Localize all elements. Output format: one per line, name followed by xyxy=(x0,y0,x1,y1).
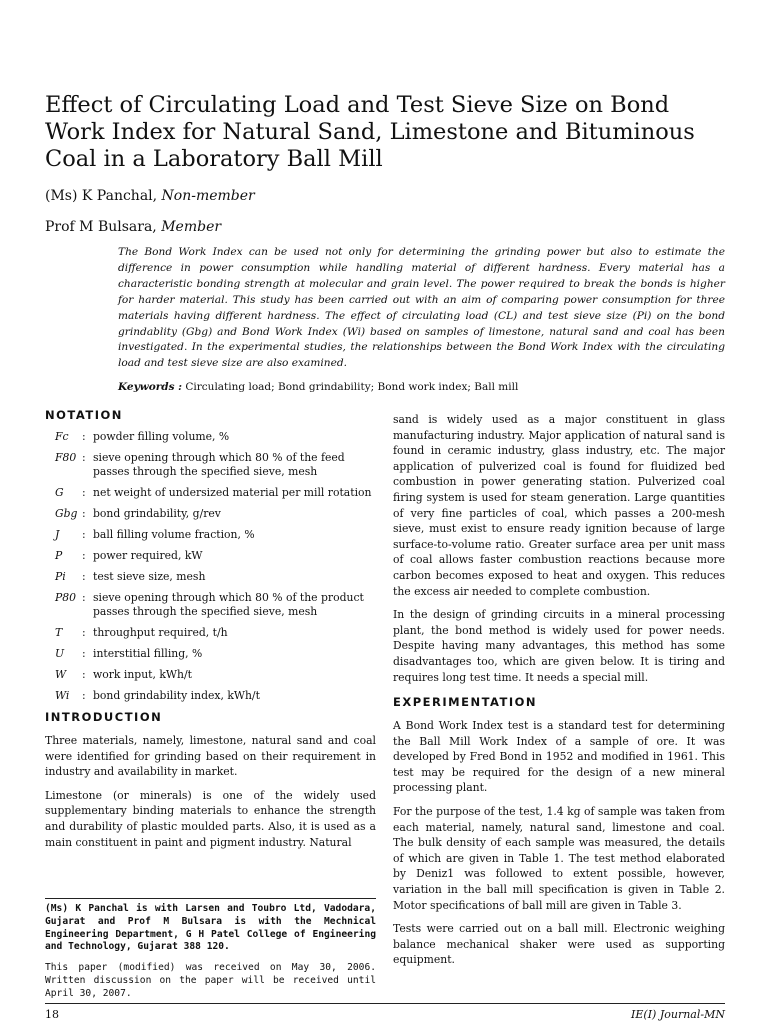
notation-symbol: P xyxy=(55,549,63,562)
notation-symbol: U xyxy=(55,647,65,660)
notation-definition: throughput required, t/h xyxy=(93,626,228,639)
keywords-label: Keywords : xyxy=(118,381,183,393)
notation-heading: NOTATION xyxy=(45,408,123,422)
notation-symbol: P80 xyxy=(55,591,77,604)
notation-symbol: Fc xyxy=(55,430,69,443)
notation-colon: : xyxy=(82,451,86,464)
paper-title: Effect of Circulating Load and Test Sieve Size on Bond Work Index for Natural Sand, Limestone and Bituminous Coal in a Laboratory Ball Mill xyxy=(45,92,695,172)
notation-definition: sieve opening through which 80 % of the product passes through the specified sieve, mesh xyxy=(93,591,364,618)
body-paragraph-2: In the design of grinding circuits in a mineral processing plant, the bond method is widely used for power needs. Despite having many advantages, this method has some disadvantages too, which are given below. It is tiring and requires long test time. It needs a special mill. xyxy=(393,608,725,684)
notation-item xyxy=(45,689,376,703)
notation-colon: : xyxy=(82,486,86,499)
notation-definition: work input, kWh/t xyxy=(93,668,192,681)
intro-paragraph-1: Three materials, namely, limestone, natural sand and coal were identified for grinding based on their requirement in industry and availability in market. xyxy=(45,734,376,779)
footnote xyxy=(45,898,376,1001)
notation-colon: : xyxy=(82,626,86,639)
introduction-heading: INTRODUCTION xyxy=(45,710,163,724)
notation-symbol: J xyxy=(55,528,60,541)
notation-symbol: Wi xyxy=(55,689,70,702)
notation-definition: ball filling volume fraction, % xyxy=(93,528,255,541)
keywords xyxy=(118,381,725,393)
author-name: Prof M Bulsara, xyxy=(45,219,162,235)
journal-name: IE(I) Journal-MN xyxy=(631,1008,725,1021)
notation-symbol: W xyxy=(55,668,67,681)
notation-symbol: G xyxy=(55,486,64,499)
keywords-text: Circulating load; Bond grindability; Bond work index; Ball mill xyxy=(182,381,519,393)
notation-item xyxy=(45,591,376,619)
notation-colon: : xyxy=(82,430,86,443)
notation-colon: : xyxy=(82,528,86,541)
notation-definition: net weight of undersized material per mill rotation xyxy=(93,486,372,499)
right-column xyxy=(393,412,725,968)
notation-symbol: Pi xyxy=(55,570,66,583)
notation-definition: bond grindability, g/rev xyxy=(93,507,221,520)
notation-definition: interstitial filling, % xyxy=(93,647,203,660)
notation-item xyxy=(45,451,376,479)
intro-paragraph-2: Limestone (or minerals) is one of the widely used supplementary binding materials to enhance the strength and durability of plastic moulded parts. Also, it is used as a main constituent in paint and pigment industry. Natural xyxy=(45,788,376,849)
author-1 xyxy=(45,188,255,204)
notation-item xyxy=(45,486,376,500)
notation-colon: : xyxy=(82,570,86,583)
notation-colon: : xyxy=(82,591,86,604)
body-paragraph-4: For the purpose of the test, 1.4 kg of sample was taken from each material, namely, natural sand, limestone and coal. The bulk density of each sample was measured, the details of which are given in Table 1. The test method elaborated by Deniz1 was followed to extent possible, however, variation in the ball mill specification is given in Table 2. Motor specifications of ball mill are given in Table 3. xyxy=(393,805,725,912)
notation-symbol: Gbg xyxy=(55,507,78,520)
author-name: (Ms) K Panchal, xyxy=(45,188,162,204)
notation-definition: test sieve size, mesh xyxy=(93,570,206,583)
notation-colon: : xyxy=(82,689,86,702)
author-role: Non-member xyxy=(161,188,255,204)
body-paragraph-3: A Bond Work Index test is a standard test for determining the Ball Mill Work Index of a sample of ore. It was developed by Fred Bond in 1952 and modified in 1961. This test may be required for the design of a new mineral processing plant. xyxy=(393,719,725,795)
notation-definition: power required, kW xyxy=(93,549,203,562)
notation-symbol: F80 xyxy=(55,451,77,464)
left-column xyxy=(45,408,376,850)
abstract: The Bond Work Index can be used not only for determining the grinding power but also to estimate the difference in power consumption while handling material of different hardness. Every material has a characteristic bonding strength at molecular and grain level. The power required to break the bonds is higher for harder material. This study has been carried out with an aim of comparing power consumption for three materials having different hardness. The effect of circulating load (CL) and test sieve size (Pi) on the bond grindablity (Gbg) and Bond Work Index (Wi) based on samples of limestone, natural sand and coal has been investigated. In the experimental studies, the relationships between the Bond Work Index with the circulating load and test sieve size are also examined. xyxy=(118,246,725,370)
notation-item xyxy=(45,549,376,563)
body-paragraph-5: Tests were carried out on a ball mill. Electronic weighing balance mechanical shaker were used as supporting equipment. xyxy=(393,922,725,967)
notation-item xyxy=(45,647,376,661)
page-number: 18 xyxy=(45,1008,59,1021)
notation-item xyxy=(45,430,376,444)
notation-colon: : xyxy=(82,647,86,660)
notation-symbol: T xyxy=(55,626,63,639)
notation-item xyxy=(45,668,376,682)
notation-definition: powder filling volume, % xyxy=(93,430,230,443)
author-affiliation-note: (Ms) K Panchal is with Larsen and Toubro Ltd, Vadodara, Gujarat and Prof M Bulsara is with the Mechnical Engineering Department, G H Patel College of Engineering and Technology, Gujarat 388 120. xyxy=(45,903,376,953)
notation-list xyxy=(45,430,376,703)
notation-item xyxy=(45,626,376,640)
notation-item xyxy=(45,570,376,584)
notation-definition: bond grindability index, kWh/t xyxy=(93,689,260,702)
footer-divider xyxy=(45,1003,725,1004)
notation-colon: : xyxy=(82,668,86,681)
received-note: This paper (modified) was received on May 30, 2006. Written discussion on the paper will be received until April 30, 2007. xyxy=(45,962,376,999)
notation-colon: : xyxy=(82,507,86,520)
author-2 xyxy=(45,219,221,235)
notation-colon: : xyxy=(82,549,86,562)
notation-definition: sieve opening through which 80 % of the feed passes through the specified sieve, mesh xyxy=(93,451,345,478)
notation-item xyxy=(45,507,376,521)
body-paragraph-1: sand is widely used as a major constituent in glass manufacturing industry. Major application of natural sand is found in ceramic industry, glass industry, etc. The major application of pulverized coal is found for fluidized bed combustion in power generating station. Pulverized coal firing system is used for steam generation. Large quantities of very fine particles of coal, which passes a 200-mesh sieve, must exist to ensure ready ignition because of large surface-to-volume ratio. Greater surface area per unit mass of coal allows faster combustion reactions because more carbon becomes exposed to heat and oxygen. This reduces the excess air needed to complete combustion. xyxy=(393,413,725,598)
author-role: Member xyxy=(161,219,222,235)
notation-item xyxy=(45,528,376,542)
experimentation-heading: EXPERIMENTATION xyxy=(393,695,538,710)
